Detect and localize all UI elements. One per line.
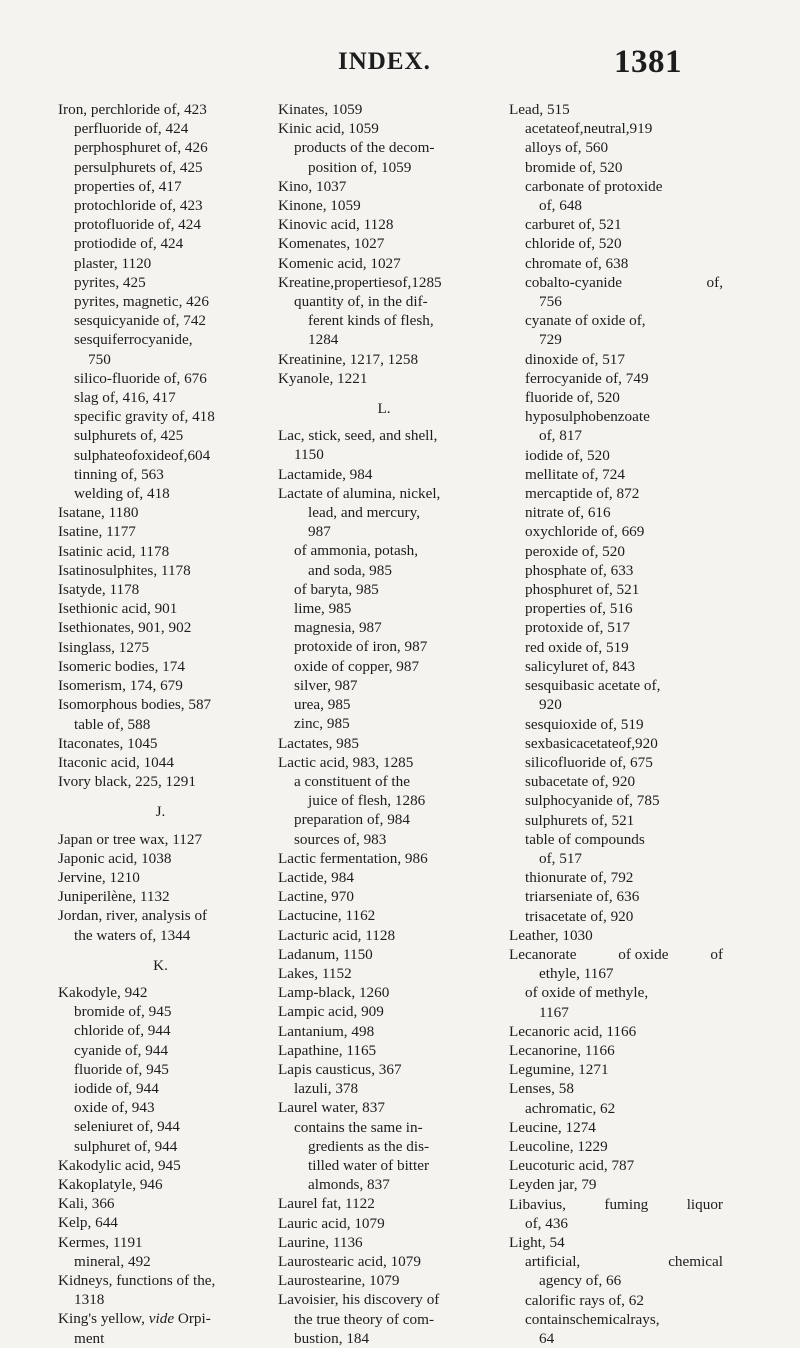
index-continuation: lead, and mercury, [308, 504, 421, 522]
index-subentry: seleniuret of, 944 [74, 1118, 180, 1136]
index-subentry: trisacetate of, 920 [525, 907, 634, 925]
index-continuation: 729 [539, 331, 562, 349]
index-entry: Lauric acid, 1079 [278, 1214, 385, 1232]
index-subentry: salicyluret of, 843 [525, 657, 636, 675]
index-subentry: protofluoride of, 424 [74, 216, 201, 234]
index-entry: Japonic acid, 1038 [58, 849, 172, 867]
index-subentry: subacetate of, 920 [525, 773, 636, 791]
index-subentry: chloride of, 520 [525, 235, 622, 253]
index-entry: Kelp, 644 [58, 1214, 118, 1232]
index-entry: Lactine, 970 [278, 888, 354, 906]
index-subentry: alloys of, 560 [525, 139, 609, 157]
index-subentry: ferrocyanide of, 749 [525, 369, 649, 387]
index-entry: Isatinosulphites, 1178 [58, 561, 191, 579]
index-entry: Light, 54 [509, 1233, 565, 1251]
vide-reference: vide [148, 1310, 175, 1328]
index-subentry: sulphuret of, 944 [74, 1137, 178, 1155]
index-entry: Lead, 515 [509, 101, 570, 118]
index-subentry: mineral, 492 [74, 1252, 151, 1270]
index-subentry: properties of, 417 [74, 177, 182, 195]
index-subentry: cyanide of, 944 [74, 1041, 169, 1059]
index-entry: Kreatinine, 1217, 1258 [278, 350, 419, 368]
index-subentry: tinning of, 563 [74, 465, 164, 483]
letter-heading-j: J. [155, 803, 166, 821]
index-subentry: mercaptide of, 872 [525, 485, 640, 503]
index-subentry: urea, 985 [294, 696, 351, 714]
entry-text: of [710, 945, 723, 963]
index-subentry: preparation of, 984 [294, 811, 410, 829]
index-entry: Kreatine,propertiesof,1285 [278, 273, 442, 291]
index-entry: Lecanorine, 1166 [509, 1041, 615, 1059]
index-subentry: bromide of, 520 [525, 158, 623, 176]
index-entry: Kali, 366 [58, 1195, 115, 1213]
index-subentry: protoxide of iron, 987 [294, 638, 428, 656]
index-continuation: almonds, 837 [308, 1176, 390, 1194]
index-subentry: phosphuret of, 521 [525, 581, 640, 599]
index-subentry: of oxide of methyle, [525, 984, 649, 1002]
index-subentry: mellitate of, 724 [525, 465, 625, 483]
index-entry: Jordan, river, analysis of [58, 907, 208, 925]
index-entry: Leucoturic acid, 787 [509, 1157, 635, 1175]
index-subentry: persulphurets of, 425 [74, 158, 203, 176]
index-entry: Isomerism, 174, 679 [58, 677, 183, 695]
entry-text: of oxide [618, 945, 669, 963]
index-subentry: sulphurets of, 521 [525, 811, 635, 829]
index-subentry: slag of, 416, 417 [74, 389, 176, 407]
index-subentry: chromate of, 638 [525, 254, 629, 272]
index-subentry: iodide of, 520 [525, 446, 610, 464]
entry-text: Libavius, [509, 1195, 566, 1213]
index-entry: Kinates, 1059 [278, 101, 363, 118]
index-entry [509, 1195, 723, 1214]
entry-text: artificial, [525, 1253, 581, 1271]
index-subentry: triarseniate of, 636 [525, 888, 640, 906]
index-subentry: plaster, 1120 [74, 254, 152, 272]
index-entry: Kakodylic acid, 945 [58, 1156, 181, 1174]
index-entry: Lactic acid, 983, 1285 [278, 753, 414, 771]
entry-text: Lecanorate [509, 945, 577, 963]
index-entry: Komenates, 1027 [278, 235, 385, 253]
index-subentry: peroxide of, 520 [525, 542, 625, 560]
index-continuation: juice of flesh, 1286 [308, 792, 426, 810]
index-subentry: magnesia, 987 [294, 619, 382, 637]
index-subentry: dinoxide of, 517 [525, 350, 625, 368]
index-entry: Lamp-black, 1260 [278, 984, 390, 1002]
index-entry: Leather, 1030 [509, 926, 593, 944]
index-column-2 [278, 100, 490, 1348]
index-subentry: sesquibasic acetate of, [525, 677, 661, 695]
index-subentry: table of compounds [525, 830, 645, 848]
index-subentry: containschemicalrays, [525, 1310, 660, 1328]
index-entry: Kyanole, 1221 [278, 369, 368, 387]
index-entry [509, 945, 723, 964]
entry-text: chemical [668, 1253, 723, 1271]
index-subentry: silico-fluoride of, 676 [74, 369, 207, 387]
index-subentry: chloride of, 944 [74, 1022, 171, 1040]
index-subentry: oxide of copper, 987 [294, 657, 420, 675]
index-subentry: silicofluoride of, 675 [525, 753, 653, 771]
index-subentry: sesquioxide of, 519 [525, 715, 644, 733]
index-entry: Lactates, 985 [278, 734, 359, 752]
index-subentry: quantity of, in the dif- [294, 293, 428, 311]
running-title: INDEX. [338, 48, 431, 75]
index-subentry: nitrate of, 616 [525, 504, 611, 522]
index-subentry: welding of, 418 [74, 485, 170, 503]
index-subentry: products of the decom- [294, 139, 435, 157]
index-entry: Lampic acid, 909 [278, 1003, 384, 1021]
index-subentry: carburet of, 521 [525, 216, 622, 234]
index-column-1 [58, 100, 263, 1348]
index-entry: Leucoline, 1229 [509, 1137, 608, 1155]
index-continuation: 750 [88, 350, 111, 368]
letter-heading-l: L. [377, 400, 391, 418]
index-subentry: iodide of, 944 [74, 1079, 159, 1097]
index-continuation: 64 [539, 1330, 555, 1347]
index-subentry: lazuli, 378 [294, 1080, 359, 1098]
index-entry: Lactic fermentation, 986 [278, 849, 428, 867]
index-continuation: 1284 [308, 331, 339, 349]
index-entry: Lac, stick, seed, and shell, [278, 427, 438, 445]
index-entry: Isinglass, 1275 [58, 638, 150, 656]
index-entry: Komenic acid, 1027 [278, 254, 401, 272]
index-entry: Itaconic acid, 1044 [58, 753, 174, 771]
index-subentry: fluoride of, 945 [74, 1060, 169, 1078]
index-entry: Iron, perchloride of, 423 [58, 101, 207, 118]
index-entry: Isatane, 1180 [58, 504, 139, 522]
index-subentry: sulphocyanide of, 785 [525, 792, 660, 810]
index-continuation: of, 817 [539, 427, 583, 445]
index-subentry: cyanate of oxide of, [525, 312, 646, 330]
index-continuation: the true theory of com- [294, 1310, 435, 1328]
index-entry: Laurel water, 837 [278, 1099, 385, 1117]
index-entry: Lapis causticus, 367 [278, 1060, 402, 1078]
index-subentry: table of, 588 [74, 715, 151, 733]
index-entry: Isatyde, 1178 [58, 581, 140, 599]
index-continuation: 1318 [74, 1291, 105, 1309]
index-subentry: sulphateofoxideof,604 [74, 446, 211, 464]
entry-text: Orpi- [177, 1310, 211, 1328]
index-entry: Kermes, 1191 [58, 1233, 143, 1251]
index-continuation: ment [74, 1329, 105, 1347]
index-subentry [509, 273, 723, 292]
index-subentry: sulphurets of, 425 [74, 427, 184, 445]
letter-heading-k: K. [153, 956, 168, 974]
index-subentry: pyrites, 425 [74, 273, 146, 291]
index-continuation: gredients as the dis- [308, 1137, 430, 1155]
index-entry: Isatine, 1177 [58, 523, 136, 541]
index-subentry: oxide of, 943 [74, 1099, 155, 1117]
index-subentry: carbonate of protoxide [525, 177, 663, 195]
index-subentry: of baryta, 985 [294, 580, 379, 598]
index-subentry: bromide of, 945 [74, 1003, 172, 1021]
index-entry: Kinovic acid, 1128 [278, 216, 394, 234]
index-entry: Kino, 1037 [278, 177, 347, 195]
index-continuation: 987 [308, 523, 331, 541]
index-continuation: 1167 [539, 1003, 569, 1021]
index-entry: Laurine, 1136 [278, 1233, 363, 1251]
index-continuation: position of, 1059 [308, 158, 412, 176]
index-subentry: silver, 987 [294, 676, 358, 694]
index-entry: Kakoplatyle, 946 [58, 1175, 163, 1193]
index-entry: Lactate of alumina, nickel, [278, 484, 441, 502]
index-entry: Japan or tree wax, 1127 [58, 830, 203, 848]
index-subentry: perphosphuret of, 426 [74, 139, 208, 157]
index-subentry: fluoride of, 520 [525, 389, 620, 407]
index-subentry: protoxide of, 517 [525, 619, 631, 637]
index-subentry: pyrites, magnetic, 426 [74, 293, 209, 311]
index-entry: Lavoisier, his discovery of [278, 1291, 440, 1309]
index-subentry: contains the same in- [294, 1118, 423, 1136]
index-entry: Lantanium, 498 [278, 1022, 375, 1040]
index-continuation: of, 436 [525, 1214, 569, 1232]
index-subentry: acetateof,neutral,919 [525, 120, 653, 138]
index-entry: Isomeric bodies, 174 [58, 657, 185, 675]
index-entry: Kinone, 1059 [278, 197, 361, 215]
index-subentry: calorific rays of, 62 [525, 1291, 644, 1309]
index-continuation: and soda, 985 [308, 561, 392, 579]
index-subentry: a constituent of the [294, 772, 410, 790]
entry-text: King's yellow, [58, 1310, 145, 1328]
index-entry: Itaconates, 1045 [58, 734, 158, 752]
index-entry: Lactamide, 984 [278, 465, 373, 483]
index-subentry: zinc, 985 [294, 715, 350, 733]
index-subentry: specific gravity of, 418 [74, 408, 215, 426]
index-continuation: bustion, 184 [294, 1329, 370, 1347]
index-entry: Lenses, 58 [509, 1080, 574, 1098]
index-subentry: sources of, 983 [294, 830, 387, 848]
index-subentry: perfluoride of, 424 [74, 120, 189, 138]
index-subentry: of ammonia, potash, [294, 542, 419, 560]
index-entry: Laurostearic acid, 1079 [278, 1252, 421, 1270]
index-subentry: sesquicyanide of, 742 [74, 312, 207, 330]
index-subentry: sexbasicacetateof,920 [525, 734, 658, 752]
index-entry: Isatinic acid, 1178 [58, 542, 170, 560]
index-column-3 [509, 100, 723, 1348]
index-entry: Lactide, 984 [278, 868, 354, 886]
index-entry: Ladanum, 1150 [278, 945, 373, 963]
index-entry: Kakodyle, 942 [58, 983, 148, 1001]
page-header [0, 44, 800, 84]
index-subentry: lime, 985 [294, 600, 352, 618]
page-number: 1381 [614, 44, 682, 80]
index-subentry: hyposulphobenzoate [525, 408, 650, 426]
index-subentry: properties of, 516 [525, 600, 633, 618]
index-continuation: agency of, 66 [539, 1272, 622, 1290]
index-entry: Lakes, 1152 [278, 964, 352, 982]
index-entry: Lacturic acid, 1128 [278, 926, 396, 944]
entry-text: fuming [604, 1195, 649, 1213]
index-continuation: tilled water of bitter [308, 1156, 430, 1174]
index-continuation: 1150 [294, 446, 324, 464]
entry-text: liquor [686, 1195, 723, 1213]
index-subentry: protochloride of, 423 [74, 197, 203, 215]
index-entry: Ivory black, 225, 1291 [58, 773, 196, 791]
index-entry: Isethionic acid, 901 [58, 600, 178, 618]
index-continuation: ferent kinds of flesh, [308, 312, 434, 330]
index-subentry: oxychloride of, 669 [525, 523, 645, 541]
index-entry: Lactucine, 1162 [278, 907, 376, 925]
entry-text: cobalto-cyanide [525, 273, 622, 291]
index-entry: Lecanoric acid, 1166 [509, 1022, 637, 1040]
index-subentry: sesquiferrocyanide, [74, 331, 193, 349]
index-entry: Legumine, 1271 [509, 1061, 609, 1079]
index-entry: Lapathine, 1165 [278, 1041, 377, 1059]
index-entry: Jervine, 1210 [58, 868, 140, 886]
entry-text: of, [706, 273, 723, 291]
index-continuation: 756 [539, 293, 562, 311]
index-entry [58, 1309, 263, 1328]
index-subentry [509, 1252, 723, 1271]
index-entry: Isomorphous bodies, 587 [58, 696, 212, 714]
index-entry: Leucine, 1274 [509, 1118, 596, 1136]
index-entry: Isethionates, 901, 902 [58, 619, 192, 637]
index-continuation: 920 [539, 696, 562, 714]
index-entry: Laurostearine, 1079 [278, 1272, 400, 1290]
index-subentry: phosphate of, 633 [525, 561, 634, 579]
index-entry: Kinic acid, 1059 [278, 120, 379, 138]
index-entry: Kidneys, functions of the, [58, 1271, 216, 1289]
index-subentry: protiodide of, 424 [74, 235, 184, 253]
index-subentry: achromatic, 62 [525, 1099, 616, 1117]
index-continuation: the waters of, 1344 [74, 926, 191, 944]
index-subentry: red oxide of, 519 [525, 638, 629, 656]
index-subentry: thionurate of, 792 [525, 869, 634, 887]
index-entry: Laurel fat, 1122 [278, 1195, 375, 1213]
index-continuation: of, 517 [539, 849, 583, 867]
index-entry: Juniperilène, 1132 [58, 888, 170, 906]
index-continuation: of, 648 [539, 197, 583, 215]
index-entry: Leyden jar, 79 [509, 1176, 597, 1194]
index-continuation: ethyle, 1167 [539, 965, 614, 983]
